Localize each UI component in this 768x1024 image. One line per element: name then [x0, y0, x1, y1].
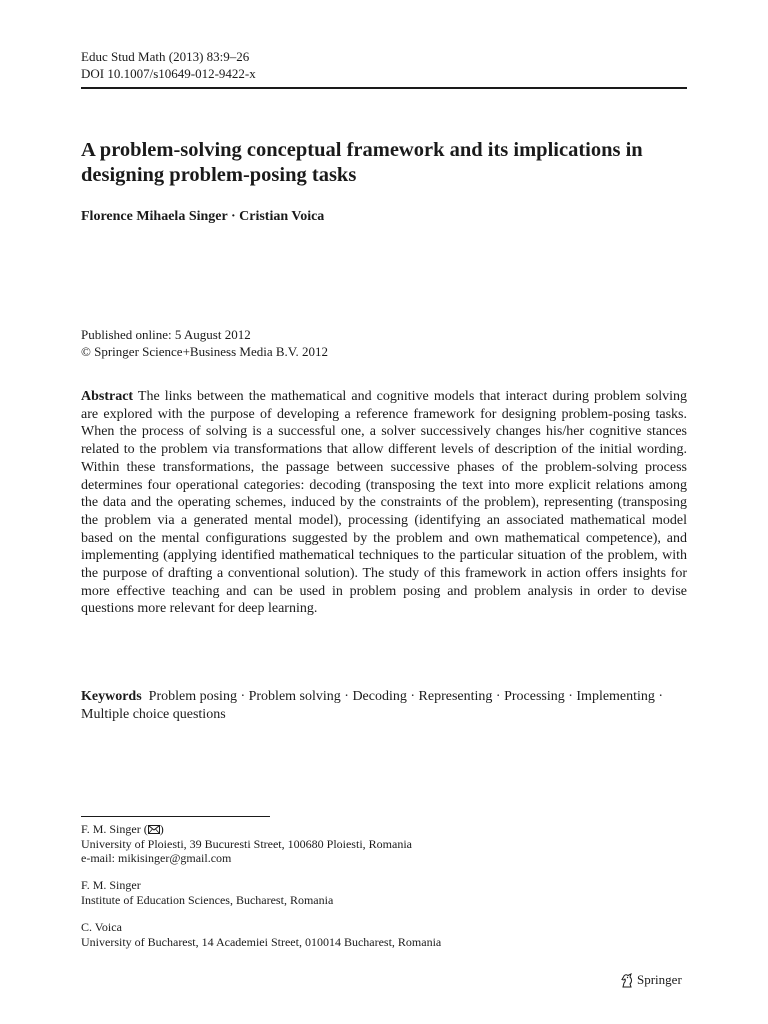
affiliation-3	[81, 920, 441, 949]
keywords-label: Keywords	[81, 689, 142, 704]
abstract	[81, 388, 687, 618]
keywords-text: Problem posing · Problem solving · Decoding · Representing · Processing · Implementing · Multiple choice questions	[81, 689, 664, 722]
published-online-date: Published online: 5 August 2012	[81, 327, 251, 342]
affiliation-2-address: Institute of Education Sciences, Bucharest, Romania	[81, 892, 334, 907]
header-rule	[81, 87, 687, 89]
publisher-logo	[620, 972, 682, 988]
envelope-icon[interactable]	[148, 825, 160, 834]
footnote-rule	[81, 816, 270, 817]
journal-info	[81, 48, 256, 82]
article-title: A problem-solving conceptual framework and its implications in designing problem-posing tasks	[81, 139, 643, 186]
affiliation-3-name: C. Voica	[81, 920, 122, 934]
copyright-notice: © Springer Science+Business Media B.V. 2012	[81, 344, 328, 359]
affiliation-1	[81, 822, 412, 866]
springer-knight-icon	[620, 972, 634, 988]
publisher-name: Springer	[637, 972, 682, 987]
keywords	[81, 688, 687, 724]
affiliation-1-name	[81, 822, 412, 837]
affiliation-3-address: University of Bucharest, 14 Academiei Street, 010014 Bucharest, Romania	[81, 934, 442, 949]
affiliation-1-name-close: )	[159, 822, 164, 836]
journal-citation: Educ Stud Math (2013) 83:9–26	[81, 49, 250, 64]
abstract-text: The links between the mathematical and cognitive models that interact during problem solving are explored with the purpose of developing a reference framework for designing problem-posing tasks. When the process of solving is a successful one, a solver successively changes his/her cognitive stances related to the problem via transformations that allow different levels of description of the initial wording. Within these transformations, the passage between successive phases of the problem-solving process determines four operational categories: decoding (transposing the text into more explicit relations among the data and the operating schemes, induced by the constraints of the problem), representing (transposing the problem via a generated mental model), processing (identifying an associated mathematical model based on the mental configurations suggested by the problem and own mathematical competence), and implementing (applying identified mathematical techniques to the particular situation of the problem, with the purpose of drafting a conventional solution). The study of this framework in action offers insights for more effective teaching and can be used in problem posing and problem analysis in order to devise questions more relevant for deep learning.	[81, 389, 687, 617]
abstract-label: Abstract	[81, 389, 134, 404]
article-authors: Florence Mihaela Singer · Cristian Voica	[81, 209, 325, 224]
affiliation-1-email[interactable]: e-mail: mikisinger@gmail.com	[81, 851, 232, 865]
affiliation-2	[81, 878, 333, 907]
publication-info	[81, 326, 328, 360]
affiliation-1-name-text: F. M. Singer (	[81, 822, 148, 836]
affiliation-2-name: F. M. Singer	[81, 878, 141, 892]
doi: DOI 10.1007/s10649-012-9422-x	[81, 66, 256, 81]
affiliation-1-address: University of Ploiesti, 39 Bucuresti Street, 100680 Ploiesti, Romania	[81, 836, 412, 851]
